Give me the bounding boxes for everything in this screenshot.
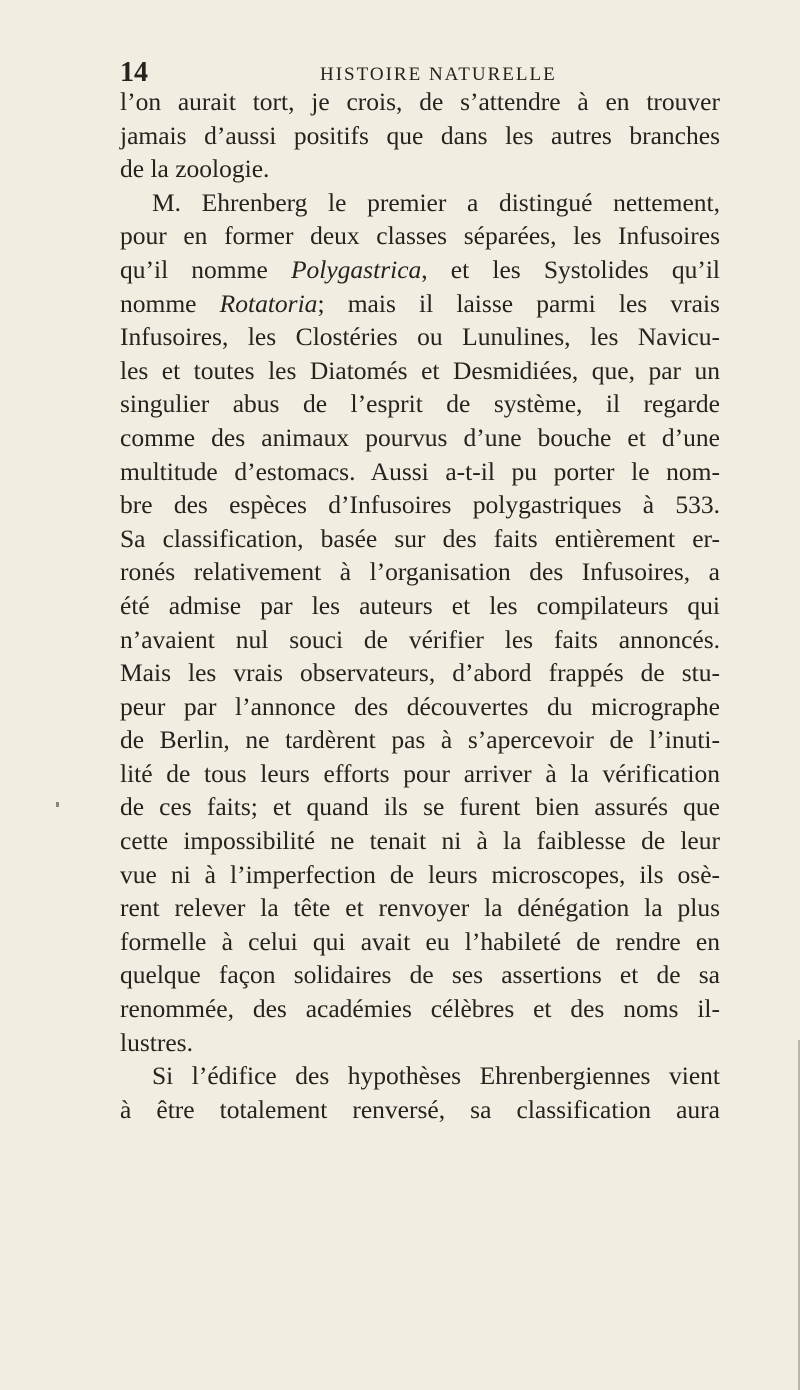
text-line: singulier abus de l’esprit de système, il regarde: [120, 389, 720, 419]
latin-term: Polygastrica: [290, 254, 422, 284]
text-line: nomme Rotatoria; mais il laisse parmi les vrais: [120, 288, 720, 318]
text-line: bre des espèces d’Infusoires polygastriques à 533.: [120, 490, 720, 520]
text-line: été admise par les auteurs et les compilateurs qui: [120, 590, 720, 620]
text-line: Infusoires, les Clostéries ou Lunulines, les Navicu-: [120, 322, 720, 352]
text-line: de la zoologie.: [120, 154, 270, 184]
text-line: lustres.: [120, 1027, 193, 1057]
text-line: n’avaient nul souci de vérifier les faits annoncés.: [120, 624, 720, 654]
text-line: les et toutes les Diatomés et Desmidiées, que, par un: [120, 355, 720, 385]
text-line: quelque façon solidaires de ses assertions et de sa: [120, 960, 720, 990]
text-line: pour en former deux classes séparées, les Infusoires: [120, 221, 720, 251]
text-line: lité de tous leurs efforts pour arriver à la vérification: [120, 758, 720, 788]
text-line: ronés relativement à l’organisation des Infusoires, a: [120, 557, 720, 587]
text-line: formelle à celui qui avait eu l’habileté de rendre en: [120, 926, 720, 956]
page-header: [120, 58, 720, 88]
margin-speck: [56, 802, 59, 807]
text-line: de Berlin, ne tardèrent pas à s’apercevoir de l’inuti-: [120, 725, 720, 755]
latin-term: Rotatoria: [219, 288, 318, 318]
text-line: Mais les vrais observateurs, d’abord frappés de stu-: [120, 658, 720, 688]
text-line: multitude d’estomacs. Aussi a-t-il pu porter le nom-: [120, 456, 720, 486]
text-line: Si l’édifice des hypothèses Ehrenbergiennes vient: [152, 1061, 720, 1091]
text-line: jamais d’aussi positifs que dans les autres branches: [120, 120, 720, 150]
text-line: qu’il nomme Polygastrica, et les Systolides qu’il: [120, 254, 720, 284]
text-line: à être totalement renversé, sa classification aura: [120, 1094, 720, 1124]
running-head: HISTOIRE NATURELLE: [320, 64, 557, 85]
text-line: l’on aurait tort, je crois, de s’attendre à en trouver: [120, 87, 720, 116]
text-line: cette impossibilité ne tenait ni à la faiblesse de leur: [120, 826, 720, 856]
body-text: [120, 85, 720, 1126]
page-number: 14: [120, 57, 148, 88]
text-line: Sa classification, basée sur des faits entièrement er-: [120, 523, 720, 553]
text-line: de ces faits; et quand ils se furent bien assurés que: [120, 792, 720, 822]
text-line: rent relever la tête et renvoyer la dénégation la plus: [120, 893, 720, 923]
text-line: vue ni à l’imperfection de leurs microscopes, ils osè-: [120, 859, 720, 889]
text-line: M. Ehrenberg le premier a distingué nettement,: [152, 187, 720, 217]
text-line: comme des animaux pourvus d’une bouche et d’une: [120, 422, 720, 452]
text-line: renommée, des académies célèbres et des noms il-: [120, 994, 720, 1024]
text-line: peur par l’annonce des découvertes du micrographe: [120, 691, 720, 721]
